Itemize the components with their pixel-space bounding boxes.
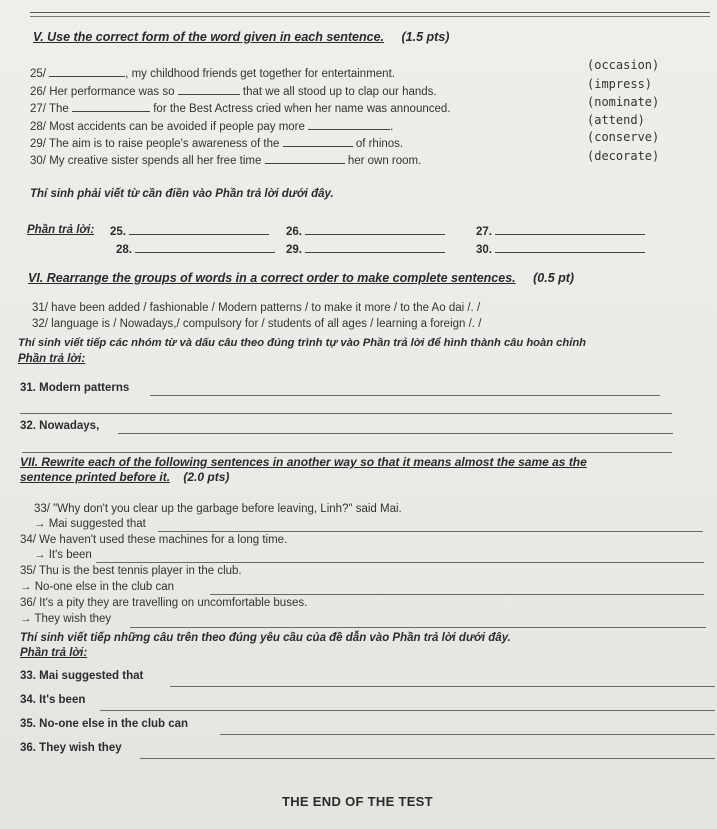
question-34: 34/ We haven't used these machines for a long time. (20, 534, 288, 546)
word-hint: (conserve) (587, 130, 660, 144)
answer-line[interactable] (20, 413, 672, 414)
prompt-34: → It's been (34, 549, 92, 561)
answer-28: 28. (116, 242, 275, 256)
answer-30: 30. (476, 242, 645, 256)
question-28: 28/ Most accidents can be avoided if people pay more . (30, 121, 394, 133)
answer-label: Phần trả lời: (27, 224, 95, 236)
answer-line[interactable] (495, 242, 645, 253)
question-27: 27/ The for the Best Actress cried when her name was announced. (30, 103, 451, 115)
top-rule-2 (30, 16, 710, 17)
answer-line[interactable] (100, 710, 715, 711)
word-hint: (nominate) (587, 95, 660, 109)
answer-line[interactable] (118, 433, 673, 434)
section-6-points: (0.5 pt) (533, 271, 575, 285)
word-hint: (occasion) (587, 58, 660, 72)
section-5-points: (1.5 pts) (401, 30, 450, 44)
section-7-heading (20, 455, 587, 469)
question-25: 25/ , my childhood friends get together for entertainment. (30, 68, 395, 80)
section-7-title: VII. Rewrite each of the following sentences in another way so that it means almost the same as the (20, 455, 587, 469)
answer-29: 29. (286, 242, 445, 256)
answer-32: 32. Nowadays, (20, 420, 100, 432)
answer-31: 31. Modern patterns (20, 382, 130, 394)
answer-blank[interactable] (49, 66, 125, 77)
answer-label: Phần trả lời: (18, 353, 86, 365)
answer-line[interactable] (170, 686, 715, 687)
section-6-instruction: Thí sinh viết tiếp các nhóm từ và dấu câu theo đúng trình tự vào Phần trả lời để hình thành câu hoàn chỉnh (18, 337, 586, 349)
answer-line[interactable] (22, 452, 672, 453)
section-7-points: (2.0 pts) (183, 470, 230, 484)
question-32: 32/ language is / Nowadays,/ compulsory for / students of all ages / learning a foreign /. / (32, 318, 482, 330)
section-7-instruction: Thí sinh viết tiếp những câu trên theo đúng yêu cầu của đề dẫn vào Phần trả lời dưới đây. (20, 632, 511, 644)
answer-line[interactable] (135, 242, 275, 253)
question-30: 30/ My creative sister spends all her free time her own room. (30, 155, 422, 167)
answer-line[interactable] (220, 734, 715, 735)
section-7-heading-2: sentence printed before it. (2.0 pts) (20, 470, 230, 484)
prompt-36: → They wish they (20, 613, 112, 625)
answer-line[interactable] (129, 224, 269, 235)
answer-label: Phần trả lời: (20, 647, 88, 659)
answer-line[interactable] (305, 224, 445, 235)
answer-line[interactable] (130, 627, 706, 628)
question-29: 29/ The aim is to raise people's awareness of the of rhinos. (30, 138, 404, 150)
answer-blank[interactable] (72, 101, 150, 112)
word-hint: (impress) (587, 77, 653, 91)
word-hint: (decorate) (587, 149, 660, 163)
answer-line[interactable] (495, 224, 645, 235)
answer-blank[interactable] (283, 136, 353, 147)
section-6-heading (28, 271, 574, 285)
answer-33: 33. Mai suggested that (20, 670, 144, 682)
section-5-title: V. Use the correct form of the word given in each sentence. (33, 30, 385, 44)
section-5-heading (33, 30, 449, 44)
question-26: 26/ Her performance was so that we all stood up to clap our hands. (30, 86, 437, 98)
question-33: 33/ "Why don't you clear up the garbage before leaving, Linh?" said Mai. (34, 503, 402, 515)
answer-26: 26. (286, 224, 445, 238)
prompt-35: → No-one else in the club can (20, 581, 175, 593)
prompt-33: → Mai suggested that (34, 518, 146, 530)
section-5-instruction: Thí sinh phải viết từ cần điền vào Phần trả lời dưới đây. (30, 188, 334, 200)
answer-36: 36. They wish they (20, 742, 122, 754)
end-of-test-text: THE END OF THE TEST (282, 794, 433, 809)
question-31: 31/ have been added / fashionable / Modern patterns / to make it more / to the Ao dai /. / (32, 302, 481, 314)
answer-25: 25. (110, 224, 269, 238)
answer-line[interactable] (305, 242, 445, 253)
answer-line[interactable] (140, 758, 715, 759)
word-hint: (attend) (587, 113, 645, 127)
answer-35: 35. No-one else in the club can (20, 718, 189, 730)
top-rule (30, 12, 710, 13)
answer-blank[interactable] (265, 153, 345, 164)
answer-blank[interactable] (178, 84, 240, 95)
question-36: 36/ It's a pity they are travelling on uncomfortable buses. (20, 597, 308, 609)
section-6-title: VI. Rearrange the groups of words in a correct order to make complete sentences. (28, 271, 516, 285)
answer-blank[interactable] (308, 119, 390, 130)
answer-line[interactable] (210, 594, 704, 595)
answer-line[interactable] (150, 395, 660, 396)
answer-34: 34. It's been (20, 694, 86, 706)
answer-line[interactable] (96, 562, 704, 563)
question-35: 35/ Thu is the best tennis player in the club. (20, 565, 242, 577)
answer-line[interactable] (158, 531, 703, 532)
answer-27: 27. (476, 224, 645, 238)
